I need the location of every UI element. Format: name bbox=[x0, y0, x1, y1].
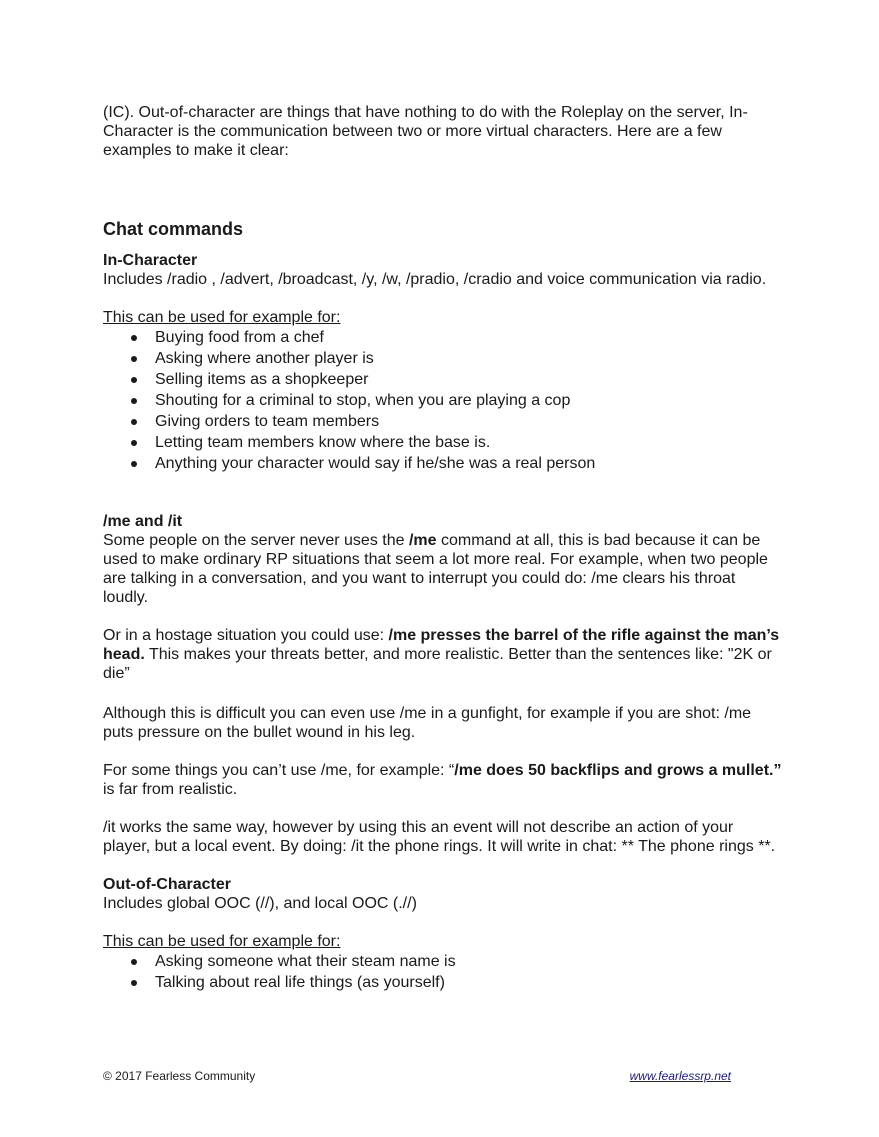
list-item: Asking someone what their steam name is bbox=[103, 951, 783, 972]
footer-copyright: © 2017 Fearless Community bbox=[103, 1069, 256, 1083]
intro-paragraph: (IC). Out-of-character are things that have nothing to do with the Roleplay on the server, In-Character is the communication between two or more virtual characters. Here are a few examples to make it clear: bbox=[103, 104, 748, 159]
me-paragraph-4: For some things you can’t use /me, for example: “/me does 50 backflips and grows a mullet.” is far from realistic. bbox=[103, 762, 782, 798]
out-of-character-examples-list bbox=[103, 951, 783, 993]
in-character-examples-list bbox=[103, 327, 783, 474]
out-of-character-examples-label: This can be used for example for: bbox=[103, 933, 341, 950]
list-item: Asking where another player is bbox=[103, 348, 783, 369]
list-item: Talking about real life things (as yourself) bbox=[103, 972, 783, 993]
footer-website-link[interactable]: www.fearlessrp.net bbox=[629, 1069, 731, 1083]
me-it-heading: /me and /it bbox=[103, 513, 183, 530]
it-paragraph: /it works the same way, however by using this an event will not describe an action of your player, but a local event. By doing: /it the phone rings. It will write in chat: ** The phone rings **. bbox=[103, 819, 776, 855]
out-of-character-description: Includes global OOC (//), and local OOC (.//) bbox=[103, 895, 417, 912]
list-item: Selling items as a shopkeeper bbox=[103, 369, 783, 390]
list-item: Anything your character would say if he/she was a real person bbox=[103, 453, 783, 474]
in-character-description: Includes /radio , /advert, /broadcast, /y, /w, /pradio, /cradio and voice communication via radio. bbox=[103, 271, 767, 288]
document-body bbox=[103, 103, 783, 993]
in-character-examples-label: This can be used for example for: bbox=[103, 309, 341, 326]
in-character-heading: In-Character bbox=[103, 252, 198, 269]
me-paragraph-1: Some people on the server never uses the /me command at all, this is bad because it can be used to make ordinary RP situations that seem a lot more real. For example, when two people are talking in a conversation, and you want to interrupt you could do: /me clears his throat loudly. bbox=[103, 532, 768, 606]
me-paragraph-3: Although this is difficult you can even use /me in a gunfight, for example if you are shot: /me puts pressure on the bullet wound in his leg. bbox=[103, 705, 752, 741]
list-item: Shouting for a criminal to stop, when you are playing a cop bbox=[103, 390, 783, 411]
me-paragraph-2: Or in a hostage situation you could use: /me presses the barrel of the rifle against the man’s head. This makes your threats better, and more realistic. Better than the sentences like: "2K or die” bbox=[103, 627, 780, 682]
out-of-character-heading: Out-of-Character bbox=[103, 876, 232, 893]
list-item: Giving orders to team members bbox=[103, 411, 783, 432]
list-item: Letting team members know where the base is. bbox=[103, 432, 783, 453]
chat-commands-heading: Chat commands bbox=[103, 219, 244, 239]
list-item: Buying food from a chef bbox=[103, 327, 783, 348]
